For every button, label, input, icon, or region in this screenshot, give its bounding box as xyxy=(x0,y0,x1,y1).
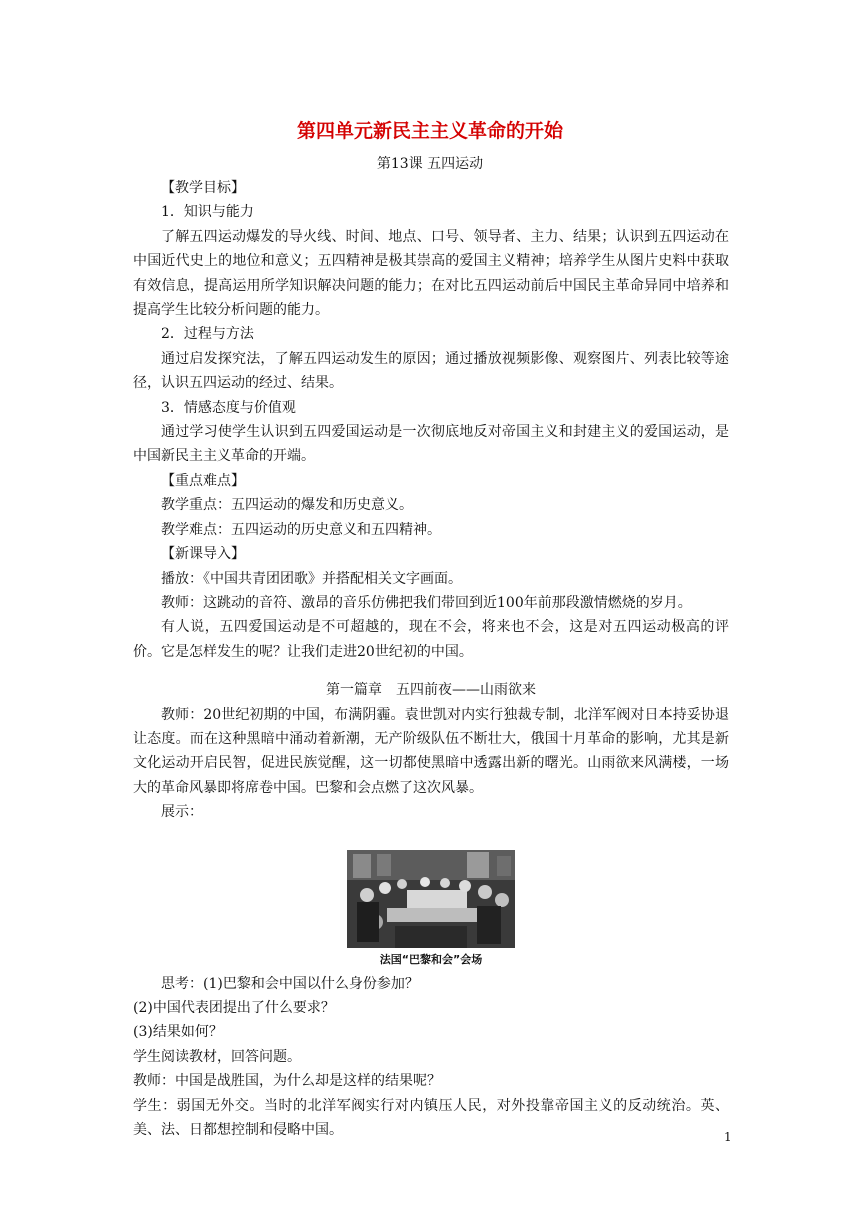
unit-title: 第四单元新民主主义革命的开始 xyxy=(296,120,563,142)
paragraph-student-read: 学生阅读教材，回答问题。 xyxy=(133,1048,301,1065)
section-heading-intro: 【新课导入】 xyxy=(161,546,245,563)
subheading-knowledge: 1．知识与能力 xyxy=(161,204,254,221)
section-heading-key-points: 【重点难点】 xyxy=(161,472,245,489)
paragraph-difficult-point: 教学难点：五四运动的历史意义和五四精神。 xyxy=(161,521,441,538)
subheading-process: 2．过程与方法 xyxy=(161,326,254,343)
paragraph-play: 播放：《中国共青团团歌》并搭配相关文字画面。 xyxy=(161,570,462,587)
paragraph-teacher-2: 教师：20世纪初期的中国，布满阴霾。袁世凯对内实行独裁专制，北洋军阀对日本持妥协退让态度。而在这种黑暗中涌动着新潮，无产阶级队伍不断壮大，俄国十月革命的影响，尤其是新文化运动开启民智，促进民族觉醒，这一切都使黑暗中透露出新的曙光。山雨欲来风满楼，一场大的革命风暴即将席卷中国。巴黎和会点燃了这次风暴。 xyxy=(133,706,729,796)
paragraph-teacher-1: 教师：这跳动的音符、激昂的音乐仿佛把我们带回到近100年前那段激情燃烧的岁月。 xyxy=(161,594,692,611)
paragraph-key-point: 教学重点：五四运动的爆发和历史意义。 xyxy=(161,497,413,514)
page-number: 1 xyxy=(724,1130,732,1144)
lesson-title: 第13课 五四运动 xyxy=(376,156,484,172)
paragraph-teacher-3: 教师：中国是战胜国，为什么却是这样的结果呢？ xyxy=(133,1073,441,1090)
paragraph-question-3: (3)结果如何？ xyxy=(133,1024,223,1041)
document-body xyxy=(133,176,729,1142)
paragraph-evaluation: 有人说，五四爱国运动是不可超越的，现在不会，将来也不会，这是对五四运动极高的评价。它是怎样发生的呢？让我们走进20世纪初的中国。 xyxy=(133,619,729,660)
paragraph-show: 展示： xyxy=(161,804,203,821)
paragraph-question-1: 思考：(1)巴黎和会中国以什么身份参加？ xyxy=(161,975,419,992)
figure-paris-conference xyxy=(347,850,515,968)
paris-peace-conference-photo xyxy=(347,850,515,948)
paragraph-values: 通过学习使学生认识到五四爱国运动是一次彻底地反对帝国主义和封建主义的爱国运动，是中国新民主主义革命的开端。 xyxy=(133,424,729,465)
subheading-values: 3．情感态度与价值观 xyxy=(161,399,296,416)
paragraph-student-answer: 学生：弱国无外交。当时的北洋军阀实行对内镇压人民，对外投靠帝国主义的反动统治。英、美、法、日都想控制和侵略中国。 xyxy=(133,1097,729,1138)
paragraph-knowledge: 了解五四运动爆发的导火线、时间、地点、口号、领导者、主力、结果；认识到五四运动在中国近代史上的地位和意义；五四精神是极其崇高的爱国主义精神；培养学生从图片史料中获取有效信息，提高运用所学知识解决问题的能力；在对比五四运动前后中国民主革命异同中培养和提高学生比较分析问题的能力。 xyxy=(133,228,729,319)
figure-caption: 法国“巴黎和会”会场 xyxy=(379,952,483,966)
paragraph-process: 通过启发探究法，了解五四运动发生的原因；通过播放视频影像、观察图片、列表比较等途径，认识五四运动的经过、结果。 xyxy=(133,350,729,392)
paragraph-question-2: (2)中国代表团提出了什么要求？ xyxy=(133,999,335,1016)
section-heading-objectives: 【教学目标】 xyxy=(161,180,245,196)
chapter-heading: 第一篇章 五四前夜——山雨欲来 xyxy=(326,682,536,699)
